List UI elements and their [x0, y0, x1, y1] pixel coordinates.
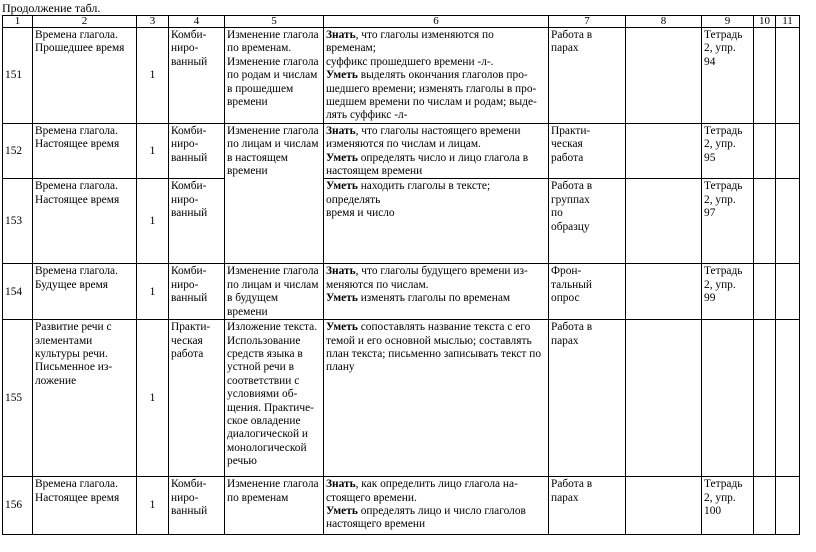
empty-cell — [626, 28, 702, 124]
lesson-hours: 1 — [137, 123, 169, 179]
table-row — [3, 28, 800, 124]
lesson-hours: 1 — [137, 477, 169, 535]
table-row — [3, 179, 800, 264]
req-keyword: Знать — [326, 265, 356, 278]
empty-cell — [776, 179, 800, 264]
lesson-hours: 1 — [137, 320, 169, 477]
lesson-form: Работа в парах — [549, 320, 626, 477]
req-text: выделять окончания глаголов про- шедшего времени; изменять глаголы в про- шедшем времени по числам и родам; выде- лять суффикс -л- — [326, 69, 537, 122]
table-row — [3, 477, 800, 535]
req-keyword: Знать — [326, 29, 356, 41]
header-cell: 10 — [754, 16, 776, 28]
empty-cell — [626, 123, 702, 179]
lesson-homework: Тетрадь 2, упр. 94 — [702, 28, 754, 124]
header-cell: 5 — [225, 16, 324, 28]
empty-cell — [776, 28, 800, 124]
lesson-type: Комби- ниро- ванный — [169, 179, 225, 264]
lesson-number: 153 — [3, 179, 33, 264]
lesson-homework: Тетрадь 2, упр. 100 — [702, 477, 754, 535]
lesson-hours: 1 — [137, 28, 169, 124]
lesson-hours: 1 — [137, 264, 169, 320]
lesson-form: Работа в группах по образцу — [549, 179, 626, 264]
lesson-requirements — [324, 477, 549, 535]
lesson-topic: Времена глагола. Настоящее время — [33, 123, 137, 179]
empty-cell — [626, 264, 702, 320]
lesson-content: Изменение глагола по временам — [225, 477, 324, 535]
lesson-topic: Времена глагола. Настоящее время — [33, 179, 137, 264]
empty-cell — [776, 123, 800, 179]
lesson-requirements — [324, 123, 549, 179]
req-text: , как определить лицо глагола на- стоящего времени. — [326, 478, 518, 504]
lesson-number: 151 — [3, 28, 33, 124]
req-text: определять число и лицо глагола в настоящем времени — [326, 151, 529, 178]
lesson-homework: Тетрадь 2, упр. 97 — [702, 179, 754, 264]
req-text: изменять глаголы по временам — [357, 292, 511, 305]
header-cell: 7 — [549, 16, 626, 28]
empty-cell — [754, 179, 776, 264]
lesson-number: 155 — [3, 320, 33, 477]
req-keyword: Уметь — [326, 180, 358, 193]
lesson-content: Изменение глагола по лицам и числам в настоящем времени — [225, 123, 324, 264]
header-cell: 6 — [324, 16, 549, 28]
lesson-content: Изложение текста. Использование средств языка в устной речи в соответствии с условиями об- щения. Практиче- ское овладение диалогической и монологической речью — [225, 320, 324, 477]
lesson-content: Изменение глагола по временам. Изменение глагола по родам и числам в прошедшем времени — [225, 28, 324, 124]
lesson-topic: Времена глагола. Прошедшее время — [33, 28, 137, 124]
req-keyword: Знать — [326, 124, 356, 137]
lesson-requirements — [324, 264, 549, 320]
lesson-type: Практи- ческая работа — [169, 320, 225, 477]
empty-cell — [754, 264, 776, 320]
lesson-plan-table — [2, 15, 800, 535]
table-row — [3, 123, 800, 179]
lesson-topic: Развитие речи с элементами культуры речи. Письменное из- ложение — [33, 320, 137, 477]
lesson-homework: Тетрадь 2, упр. 99 — [702, 264, 754, 320]
empty-cell — [626, 477, 702, 535]
header-cell: 8 — [626, 16, 702, 28]
req-text: определять лицо и число глаголов настоящего времени — [326, 504, 526, 531]
req-text: , что глаголы будущего времени из- меняются по числам. — [326, 265, 528, 291]
lesson-form: Фрон- тальный опрос — [549, 264, 626, 320]
req-keyword: Уметь — [326, 292, 358, 305]
table-row — [3, 320, 800, 477]
lesson-type: Комби- ниро- ванный — [169, 264, 225, 320]
req-text: сопоставлять название текста с его темой и его основной мыслью; составлять план текста; письменно записывать текст по плану — [326, 321, 542, 374]
header-cell: 9 — [702, 16, 754, 28]
empty-cell — [776, 264, 800, 320]
req-text: , что глаголы настоящего времени изменяются по числам и лицам. — [326, 124, 521, 151]
empty-cell — [754, 28, 776, 124]
header-cell: 4 — [169, 16, 225, 28]
req-keyword: Уметь — [326, 69, 358, 82]
header-row — [3, 16, 800, 28]
lesson-homework — [702, 320, 754, 477]
lesson-form: Работа в парах — [549, 28, 626, 124]
empty-cell — [776, 320, 800, 477]
lesson-homework: Тетрадь 2, упр. 95 — [702, 123, 754, 179]
header-cell: 1 — [3, 16, 33, 28]
lesson-requirements — [324, 179, 549, 264]
lesson-number: 156 — [3, 477, 33, 535]
lesson-topic: Времена глагола. Настоящее время — [33, 477, 137, 535]
lesson-requirements — [324, 320, 549, 477]
empty-cell — [626, 320, 702, 477]
req-keyword: Знать — [326, 478, 356, 491]
lesson-requirements — [324, 28, 549, 124]
req-text: находить глаголы в тексте; определять время и число — [326, 180, 491, 220]
header-cell: 11 — [776, 16, 800, 28]
lesson-number: 154 — [3, 264, 33, 320]
lesson-hours: 1 — [137, 179, 169, 264]
lesson-type: Комби- ниро- ванный — [169, 477, 225, 535]
header-cell: 2 — [33, 16, 137, 28]
header-cell: 3 — [137, 16, 169, 28]
empty-cell — [754, 320, 776, 477]
req-text: , что глаголы изменяются по временам; суффикс прошедшего времени -л-. — [326, 29, 494, 68]
table-caption: Продолжение табл. — [2, 1, 101, 15]
lesson-number: 152 — [3, 123, 33, 179]
req-keyword: Уметь — [326, 151, 358, 164]
empty-cell — [754, 477, 776, 535]
lesson-form: Работа в парах — [549, 477, 626, 535]
req-keyword: Уметь — [326, 321, 358, 334]
empty-cell — [754, 123, 776, 179]
empty-cell — [776, 477, 800, 535]
lesson-type: Комби- ниро- ванный — [169, 123, 225, 179]
lesson-form: Практи- ческая работа — [549, 123, 626, 179]
lesson-type: Комби- ниро- ванный — [169, 28, 225, 124]
lesson-topic: Времена глагола. Будущее время — [33, 264, 137, 320]
empty-cell — [626, 179, 702, 264]
lesson-content: Изменение глагола по лицам и числам в будущем времени — [225, 264, 324, 320]
req-keyword: Уметь — [326, 504, 358, 517]
table-row — [3, 264, 800, 320]
